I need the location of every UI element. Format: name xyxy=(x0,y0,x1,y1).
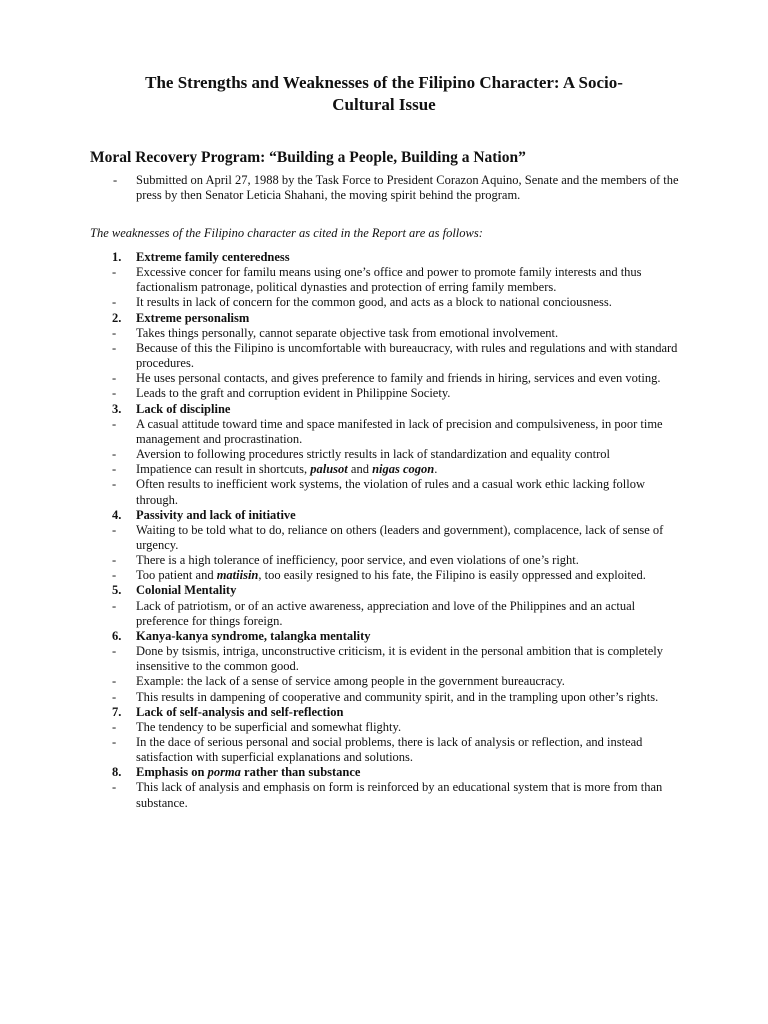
section-number: 1. xyxy=(112,250,122,264)
list-item-text: Leads to the graft and corruption evident in Philippine Society. xyxy=(136,386,451,401)
list-item xyxy=(112,553,684,568)
intro-dash: - xyxy=(113,173,118,187)
intro-paragraph xyxy=(90,173,680,203)
section-heading-text-after: rather than substance xyxy=(240,765,361,780)
bullet-dash: - xyxy=(112,644,117,659)
list-item xyxy=(112,371,684,386)
section-number: 8. xyxy=(112,765,122,780)
section-subtitle: Moral Recovery Program: “Building a People, Building a Nation” xyxy=(90,149,526,166)
list-item-text: It results in lack of concern for the common good, and acts as a block to national conciousness. xyxy=(136,295,612,310)
section-heading xyxy=(112,629,684,644)
bullet-dash: - xyxy=(112,477,117,492)
list-item xyxy=(112,462,684,477)
section-heading-text: Passivity and lack of initiative xyxy=(136,507,296,522)
list-item xyxy=(112,386,684,401)
bullet-dash: - xyxy=(112,522,117,537)
list-item-text: Because of this the Filipino is uncomfortable with bureaucracy, with rules and regulations and with standard procedures. xyxy=(136,340,678,371)
term-nigas-cogon: nigas cogon xyxy=(372,462,435,477)
list-item-text: There is a high tolerance of inefficiency, poor service, and even violations of one’s right. xyxy=(136,553,579,568)
list-item-text: Aversion to following procedures strictly results in lack of standardization and equality control xyxy=(136,447,610,462)
bullet-dash: - xyxy=(112,371,117,386)
list-item-text: He uses personal contacts, and gives preference to family and friends in hiring, services and even voting. xyxy=(136,371,661,386)
intro-text: Submitted on April 27, 1988 by the Task Force to President Corazon Aquino, Senate and the members of the press by then Senator Leticia Shahani, the moving spirit behind the program. xyxy=(136,173,679,203)
bullet-dash: - xyxy=(112,689,117,704)
list-item xyxy=(112,341,684,371)
section-number: 5. xyxy=(112,583,122,598)
section-heading-text: Extreme personalism xyxy=(136,310,250,325)
list-item xyxy=(112,735,684,765)
section-heading xyxy=(112,250,684,265)
list-item xyxy=(112,265,684,295)
section-number: 4. xyxy=(112,507,122,522)
list-item-text: The tendency to be superficial and somewhat flighty. xyxy=(136,719,402,734)
section-heading xyxy=(112,765,684,780)
list-item-text: In the dace of serious personal and social problems, there is lack of analysis or reflection, and instead satisfaction with superficial explanations and solutions. xyxy=(136,735,643,765)
weakness-list xyxy=(112,250,684,811)
list-item xyxy=(112,644,684,674)
list-item xyxy=(112,674,684,689)
list-item xyxy=(112,447,684,462)
bullet-dash: - xyxy=(112,447,117,462)
section-number: 6. xyxy=(112,628,122,643)
bullet-dash: - xyxy=(112,340,117,355)
list-item-text: Takes things personally, cannot separate objective task from emotional involvement. xyxy=(136,325,559,340)
list-item-text-middle: and xyxy=(347,462,373,477)
list-item-text: A casual attitude toward time and space manifested in lack of precision and compulsiveness, in poor time management and procrastination. xyxy=(136,416,663,446)
list-item-text-before: Too patient and xyxy=(136,568,217,583)
section-heading-text-before: Emphasis on xyxy=(136,765,208,780)
section-heading xyxy=(112,508,684,523)
list-item-text: Often results to inefficient work systems, the violation of rules and a casual work ethic lacking follow through. xyxy=(136,477,646,507)
section-heading xyxy=(112,705,684,720)
list-item-text: Done by tsismis, intriga, unconstructive criticism, it is evident in the personal ambition that is completely insensitive to the common good. xyxy=(136,644,663,674)
bullet-dash: - xyxy=(112,568,117,583)
list-item-text: Example: the lack of a sense of service among people in the government bureaucracy. xyxy=(136,674,565,689)
list-item xyxy=(112,417,684,447)
title-line-1: The Strengths and Weaknesses of the Filipino Character: A Socio- xyxy=(145,73,623,92)
list-item-text: Excessive concer for familu means using one’s office and power to promote family interests and thus factionalism patronage, political dynasties and protection of erring family members. xyxy=(136,265,642,295)
list-item xyxy=(112,477,684,507)
bullet-dash: - xyxy=(112,780,117,795)
list-item xyxy=(112,599,684,629)
list-item xyxy=(112,326,684,341)
list-item xyxy=(112,720,684,735)
list-item-text: This results in dampening of cooperative and community spirit, and in the trampling upon other’s rights. xyxy=(136,689,659,704)
list-item xyxy=(112,523,684,553)
list-item-text-after: . xyxy=(434,462,438,477)
section-number: 7. xyxy=(112,704,122,719)
title-line-2: Cultural Issue xyxy=(332,95,436,114)
section-heading xyxy=(112,402,684,417)
bullet-dash: - xyxy=(112,265,117,280)
section-heading xyxy=(112,311,684,326)
list-item xyxy=(112,295,684,310)
list-item-text-after: , too easily resigned to his fate, the Filipino is easily oppressed and exploited. xyxy=(258,568,646,583)
bullet-dash: - xyxy=(112,416,117,431)
list-item xyxy=(112,780,684,810)
bullet-dash: - xyxy=(112,462,117,477)
term-porma: porma xyxy=(207,765,241,780)
list-item-text: Lack of patriotism, or of an active awareness, appreciation and love of the Philippines and an actual preference for things foreign. xyxy=(136,598,636,628)
list-item-text-before: Impatience can result in shortcuts, xyxy=(136,462,311,477)
bullet-dash: - xyxy=(112,325,117,340)
section-number: 2. xyxy=(112,310,122,325)
section-heading-text: Colonial Mentality xyxy=(136,583,237,598)
term-palusot: palusot xyxy=(310,462,348,477)
document-title xyxy=(60,72,708,116)
bullet-dash: - xyxy=(112,295,117,310)
term-matiisin: matiisin xyxy=(216,568,259,583)
list-item-text: This lack of analysis and emphasis on form is reinforced by an educational system that is more from than substance. xyxy=(136,780,663,810)
section-number: 3. xyxy=(112,401,122,416)
section-heading-text: Kanya-kanya syndrome, talangka mentality xyxy=(136,628,371,643)
bullet-dash: - xyxy=(112,719,117,734)
section-heading-text: Lack of self-analysis and self-reflection xyxy=(136,704,344,719)
list-item xyxy=(112,568,684,583)
bullet-dash: - xyxy=(112,386,117,401)
bullet-dash: - xyxy=(112,735,117,749)
section-heading-text: Lack of discipline xyxy=(136,401,231,416)
bullet-dash: - xyxy=(112,598,117,613)
section-heading xyxy=(112,583,684,598)
list-item xyxy=(112,690,684,705)
bullet-dash: - xyxy=(112,553,117,568)
list-item-text: Waiting to be told what to do, reliance on others (leaders and government), complacence, lack of sense of urgency. xyxy=(136,522,664,552)
section-heading-text: Extreme family centeredness xyxy=(136,250,290,264)
bullet-dash: - xyxy=(112,674,117,689)
lead-sentence: The weaknesses of the Filipino character as cited in the Report are as follows: xyxy=(90,226,483,240)
